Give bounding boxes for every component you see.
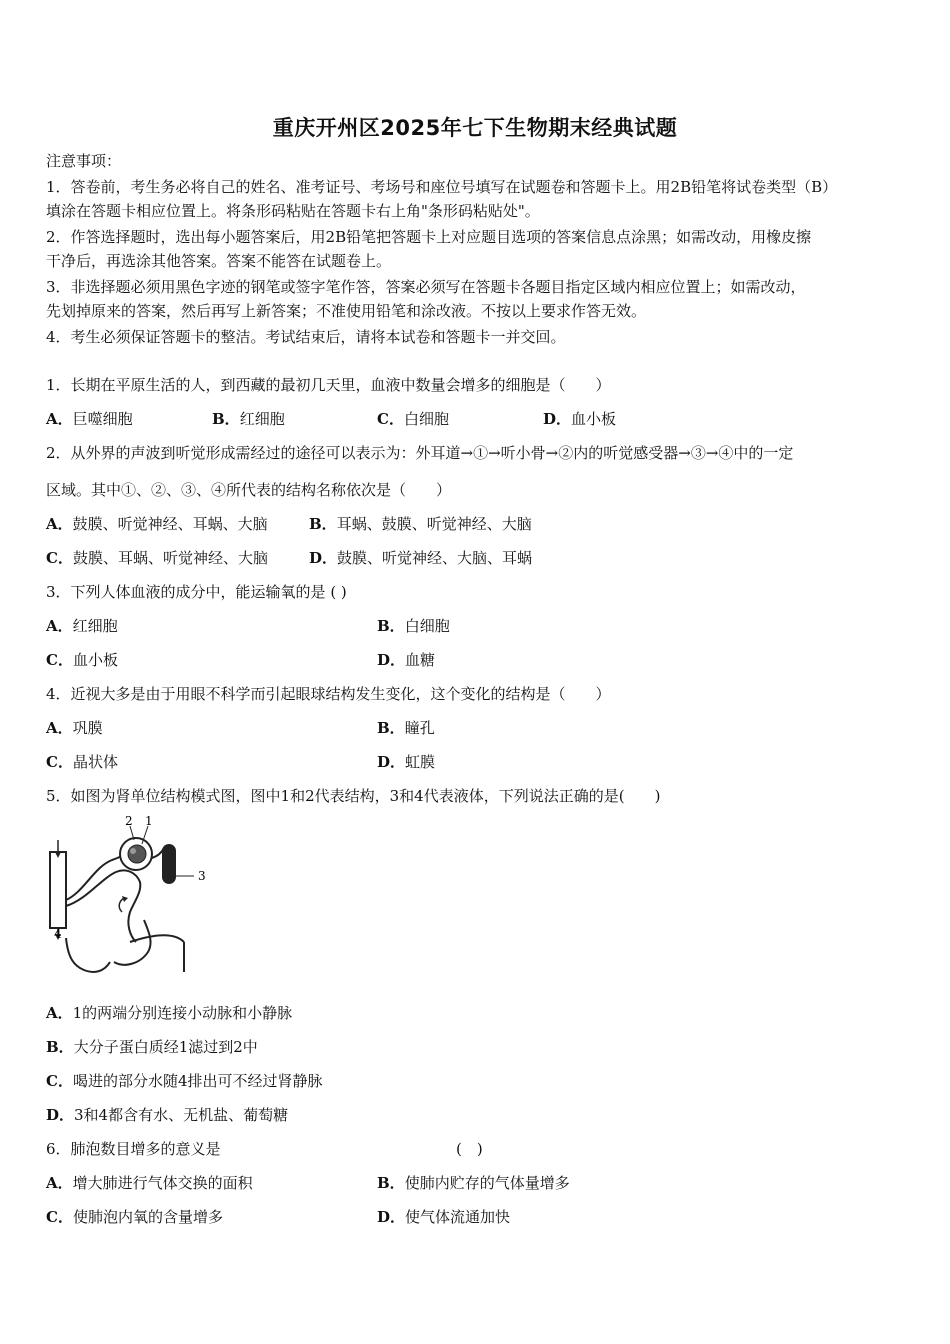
question-4-option-a: A．巩膜 xyxy=(46,719,103,737)
question-3-option-b: B．白细胞 xyxy=(377,617,450,635)
question-3-stem: 3．下列人体血液的成分中，能运输氧的是 ( ) xyxy=(46,583,347,601)
question-6-option-c: C．使肺泡内氧的含量增多 xyxy=(46,1208,223,1226)
notice-line: 2．作答选择题时，选出每小题答案后，用2B铅笔把答题卡上对应题目选项的答案信息点涂黑；如需改动，用橡皮擦 xyxy=(46,228,812,246)
question-5-option-c: C．喝进的部分水随4排出可不经过肾静脉 xyxy=(46,1072,323,1090)
question-1-option-a: A．巨噬细胞 xyxy=(46,410,133,428)
question-5-option-a: A．1的两端分别连接小动脉和小静脉 xyxy=(46,1004,293,1022)
notice-line: 1．答卷前，考生务必将自己的姓名、准考证号、考场号和座位号填写在试题卷和答题卡上。用2B铅笔将试卷类型（B） xyxy=(46,178,838,196)
question-5-option-b: B．大分子蛋白质经1滤过到2中 xyxy=(46,1038,258,1056)
nephron-diagram-svg xyxy=(44,812,212,978)
question-4-option-b: B．瞳孔 xyxy=(377,719,435,737)
notice-line: 填涂在答题卡相应位置上。将条形码粘贴在答题卡右上角"条形码粘贴处"。 xyxy=(46,202,540,220)
question-5-stem: 5．如图为肾单位结构模式图，图中1和2代表结构，3和4代表液体，下列说法正确的是( ) xyxy=(46,787,661,805)
notice-line: 先划掉原来的答案，然后再写上新答案；不准使用铅笔和涂改液。不按以上要求作答无效。 xyxy=(46,302,647,320)
notice-line: 干净后，再选涂其他答案。答案不能答在试题卷上。 xyxy=(46,252,392,270)
question-6-option-d: D．使气体流通加快 xyxy=(377,1208,511,1226)
collecting-duct xyxy=(50,852,66,928)
question-3-option-c: C．血小板 xyxy=(46,651,118,669)
question-1-option-d: D．血小板 xyxy=(543,410,617,428)
question-6-answer-blank: ( ) xyxy=(456,1140,483,1158)
loop-of-henle xyxy=(114,920,151,965)
notice-line: 3．非选择题必须用黑色字迹的钢笔或签字笔作答，答案必须写在答题卡各题目指定区域内相应位置上；如需改动， xyxy=(46,278,806,296)
vein-link xyxy=(130,935,184,942)
question-4-option-c: C．晶状体 xyxy=(46,753,118,771)
question-6-option-b: B．使肺内贮存的气体量增多 xyxy=(377,1174,570,1192)
question-2-stem-cont: 区域。其中①、②、③、④所代表的结构名称依次是（ ） xyxy=(46,481,452,499)
question-2-option-c: C．鼓膜、耳蜗、听觉神经、大脑 xyxy=(46,549,268,567)
nephron-diagram xyxy=(44,812,212,978)
label-1: 1 xyxy=(145,814,153,828)
label-2: 2 xyxy=(125,814,133,828)
question-2-option-b: B．耳蜗、鼓膜、听觉神经、大脑 xyxy=(309,515,532,533)
notice-heading: 注意事项： xyxy=(46,152,122,170)
question-5-option-d: D．3和4都含有水、无机盐、葡萄糖 xyxy=(46,1106,289,1124)
question-3-option-a: A．红细胞 xyxy=(46,617,118,635)
label-3: 3 xyxy=(198,869,206,883)
question-2-option-a: A．鼓膜、听觉神经、耳蜗、大脑 xyxy=(46,515,268,533)
glomerulus xyxy=(128,845,146,863)
question-2-stem: 2．从外界的声波到听觉形成需经过的途径可以表示为：外耳道→①→听小骨→②内的听觉感受器→③→④中的一定 xyxy=(46,444,794,462)
glomerulus-detail xyxy=(130,848,136,854)
question-3-option-d: D．血糖 xyxy=(377,651,436,669)
page-title: 重庆开州区2025年七下生物期末经典试题 xyxy=(272,116,678,140)
question-2-option-d: D．鼓膜、听觉神经、大脑、耳蜗 xyxy=(309,549,533,567)
tubule-lower xyxy=(66,870,140,942)
tubule-return xyxy=(66,938,110,972)
question-1-option-c: C．白细胞 xyxy=(377,410,449,428)
question-1-option-b: B．红细胞 xyxy=(212,410,285,428)
question-1-stem: 1．长期在平原生活的人，到西藏的最初几天里，血液中数量会增多的细胞是（ ） xyxy=(46,376,611,394)
notice-line: 4．考生必须保证答题卡的整洁。考试结束后，请将本试卷和答题卡一并交回。 xyxy=(46,328,566,346)
question-4-option-d: D．虹膜 xyxy=(377,753,436,771)
question-4-stem: 4．近视大多是由于用眼不科学而引起眼球结构发生变化，这个变化的结构是（ ） xyxy=(46,685,611,703)
flow-arrow xyxy=(119,898,124,912)
question-6-stem: 6．肺泡数目增多的意义是 xyxy=(46,1140,221,1158)
label-4: 4 xyxy=(54,927,62,941)
question-6-option-a: A．增大肺进行气体交换的面积 xyxy=(46,1174,253,1192)
blood-vessel xyxy=(162,844,176,884)
